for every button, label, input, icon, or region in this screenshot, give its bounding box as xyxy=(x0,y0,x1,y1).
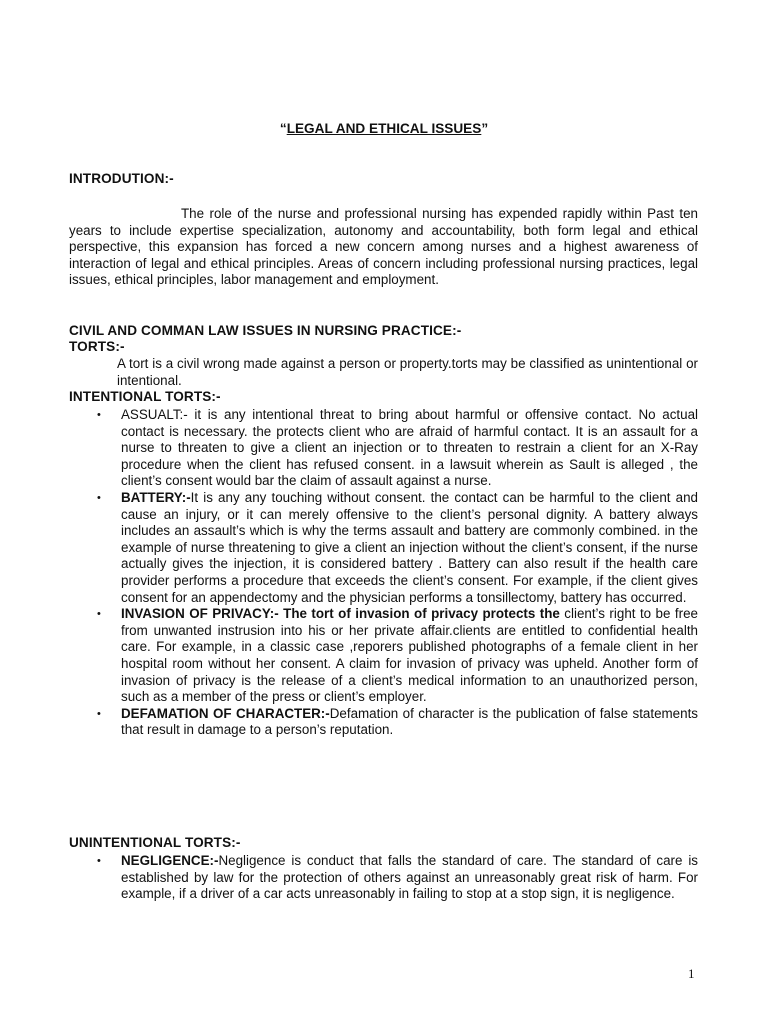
list-item-invasion-of-privacy xyxy=(0,606,768,706)
introduction-paragraph: The role of the nurse and professional nursing has expended rapidly within Past ten years to include expertise specialization, autonomy and accountability, both form legal and ethical perspective, this expansion has forced a new concern among nurses and a highest awareness of interaction of legal and ethical principles. Areas of concern including professional nursing practices, legal issues, ethical principles, labor management and employment. xyxy=(69,206,698,288)
document-title xyxy=(0,121,768,138)
list-item-battery xyxy=(0,490,768,606)
intentional-torts-list xyxy=(0,407,768,739)
item-label: DEFAMATION OF CHARACTER:- xyxy=(121,705,330,721)
item-text: It is any any touching without consent. the contact can be harmful to the client and cause an injury, or it can merely offensive to the client’s personal dignity. A battery always includes an assault’s which is why the terms assault and battery are commonly combined. in the example of nurse threatening to give a client an injection without the client’s consent, if the nurse actually gives the injection, it is considered battery . Battery can also result if the health care provider performs a procedure that exceeds the client’s consent. For example, if the client gives consent for an appendectomy and the physician performs a tonsillectomy, battery has occurred. xyxy=(121,489,698,605)
item-text: ASSUALT:- it is any intentional threat to bring about harmful or offensive contact. No actual contact is necessary. the protects client who are afraid of harmful contact. It is an assault for a nurse to threaten to give a client an injection or to threaten to restrain a client for an X-Ray procedure when the client has refused consent. in a lawsuit wherein as Sault is alleged , the client’s consent would bar the claim of assault against a nurse. xyxy=(121,407,698,489)
page-number: 1 xyxy=(688,966,695,981)
list-item-defamation xyxy=(0,706,768,739)
intentional-torts-heading: INTENTIONAL TORTS:- xyxy=(69,389,221,404)
item-text: Negligence is conduct that falls the standard of care. The standard of care is established by law for the protection of others against an unreasonably great risk of harm. For example, if a driver of a car acts unreasonably in failing to stop at a stop sign, it is negligence. xyxy=(121,853,698,902)
list-item-negligence xyxy=(0,853,768,903)
item-label: NEGLIGENCE:- xyxy=(121,853,219,868)
item-label: BATTERY:- xyxy=(121,489,191,505)
item-text: client’s right to be free from unwanted instrusion into his or her private affair.clients are entitled to confidential health care. For example, in a classic case ,reporers published photographs of a female client in her hospital room without her consent. A claim for invasion of privacy was upheld. Another form of invasion of privacy is the release of a client’s medical information to an unauthorized person, such as a member of the press or client’s employer. xyxy=(121,606,698,705)
list-item-assault xyxy=(0,407,768,490)
torts-definition: A tort is a civil wrong made against a person or property.torts may be classified as unintentional or intentional. xyxy=(117,356,698,388)
item-text: Defamation of character is the publication of false statements that result in damage to a person’s reputation. xyxy=(121,705,698,738)
unintentional-torts-heading: UNINTENTIONAL TORTS:- xyxy=(69,835,241,850)
introduction-heading: INTRODUTION:- xyxy=(69,171,174,186)
title-close-quote: ” xyxy=(481,121,489,136)
civil-law-heading: CIVIL AND COMMAN LAW ISSUES IN NURSING PRACTICE:- xyxy=(69,323,462,338)
bullet-icon: • xyxy=(97,608,101,621)
title-text: LEGAL AND ETHICAL ISSUES xyxy=(286,121,482,136)
bullet-icon: • xyxy=(97,409,101,421)
title-open-quote: “ xyxy=(279,121,287,136)
item-label: INVASION OF PRIVACY:- The tort of invasion of privacy protects the xyxy=(121,606,560,622)
bullet-icon: • xyxy=(97,855,101,867)
bullet-icon: • xyxy=(97,707,101,720)
unintentional-torts-list xyxy=(0,853,768,903)
torts-heading: TORTS:- xyxy=(69,339,125,354)
bullet-icon: • xyxy=(97,491,101,504)
